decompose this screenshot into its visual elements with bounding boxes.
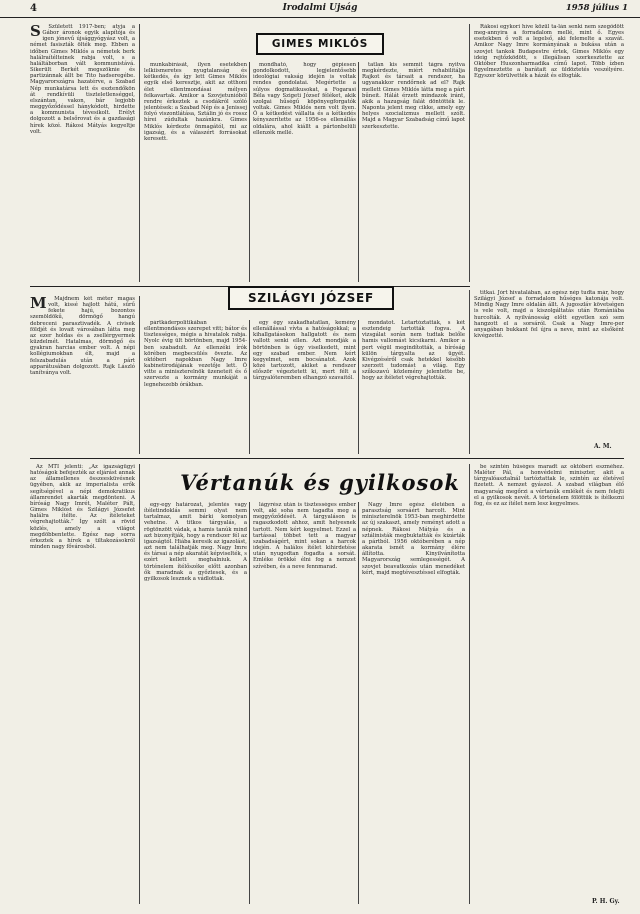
column-rule xyxy=(358,502,359,904)
gimes-text-2: munkabírását, ilyen esetekben lelkiismeretes nyugtalanság és kétkedés, és így lett Gimes Miklós egyik első keresztje, akit az otthoni élet ellentmondásai mélyen felkavartak. Amikor a Szovjetunióból rendre érkeztek a csodákról szóló jelentések: a Szabad Nép és a Jenissej folyó viszontlátása, Sztálin jó és rossz hírei zúdultak hazánkra. Gimes Miklós kérdezte önmagától, mi az igazság, és a válaszért forrásokat keresett. xyxy=(144,62,247,142)
column-rule xyxy=(249,502,250,904)
bottom-signature: P. H. Gy. xyxy=(592,898,620,905)
column-rule xyxy=(358,320,359,454)
szilagyi-text-3: egy égy szakadhatatlan, kemény ellenállással vívta a hatóságokkal; a kihallgatásokon hallgatott és nem vallott senki ellen. Azt mondják a börtönben is úgy viselkedett, mint egy szabad ember. Nem kért kegyelmet, sem bocsánatot. Azok közé tartozott, akiket a rendszer először végeztetett ki, mert félt a tárgyalóteremben elhangzó szavaitól. xyxy=(253,320,356,382)
bottom-text-2: egy-egy határozat, jelentés vagy ítéletindoklás semmi olyat nem tartalmaz, amit bárki komolyan vehetne. A titkos tárgyalás, a rögtönzött vádak, a hamis tanúk mind azt bizonyítják, hogy a rendszer fél az igazságtól. Hiába keresik az igazolást, azt nem találhatják meg. Nagy Imre és társai a nép akaratát képviselték, s ezért kellett meghalniuk. A történelem ítélőszéke előtt azonban ők maradnak a győztesek, és a gyilkosok lesznek a vádlottak. xyxy=(144,502,247,582)
issue-date: 1958 július 1 xyxy=(565,3,628,13)
szilagyi-column-4 xyxy=(362,320,465,454)
gimes-heading-box xyxy=(256,33,384,55)
bottom-column-5 xyxy=(474,464,624,894)
bottom-column-2 xyxy=(144,502,247,904)
gimes-column-4 xyxy=(362,62,465,282)
column-rule xyxy=(358,62,359,282)
column-rule xyxy=(249,320,250,454)
bottom-column-1 xyxy=(30,464,135,904)
column-rule xyxy=(469,290,470,454)
szilagyi-heading: SZILÁGYI JÓZSEF xyxy=(247,291,375,305)
column-rule xyxy=(139,296,140,454)
szilagyi-heading-box xyxy=(228,286,394,310)
gimes-text-1: Született 1917-ben; atyja a Gábor áronok egyik alapítója és igen jónevű újsággyógyász volt, a német fasiszták ölték meg. Ebben a időben Gimes Miklós a németek berk halálraítélteinek rabja volt, s a haláltáborban vált kommunistává. Sikerült Berkét megszöknie és partizánnak állt be Tito hadseregébe. Magyarországra hazatérve, a Szabad Nép munkatársa lett és esztendőkön át rendkívüli tiszteletlenséggel, elszántan, vakon, bár legjobb meggyőződéssel hánykódott, hirdette a kommunista tévesikolt. Erélyt dolgozott a belsőrovat és a gazdasági hírek közé. Rákosi Mátyás kegyeltje volt. xyxy=(30,24,135,135)
szilagyi-text-5: titkai. Jórt hivatalában, az egész nép tudta már, hogy Szilágyi József a forradalom hűséges katonája volt. Mindig Nagy Imre oldalán állt. A jugoszláv követségen is vele volt, majd a kiszolgáltatás után Romániába hurcolták. A nyilvánosság előtt egyetlen szó sem hangzott el a sorsáról. Csak a Nagy Imre-per anyagában bukkant fel újra a neve, mint az elsőként kivégzetté. xyxy=(474,290,624,340)
rakosi-text: Rákosi egykori híve közül ta-lán senki nem szegődött meg-annyira a forradalom mellé, mint ő. Egyes esetekben ő volt a legelső, aki felemelte a szavát. Amikor Nagy Imre kormányának a bukása után a szovjet tankok Budapestre értek, Gimes Miklós egy ideig rejtőzködött, s illegálisan szerkesztette az Október Huszonharmadika című lapot. Több ízben figyelmeztette a barátait az üldöztetés veszélyére. Egyszer körülvették a házát és elfogták. xyxy=(474,24,624,80)
szilagyi-signature: A. M. xyxy=(594,443,612,450)
gimes-text-4: tatlan kis semmit tágra nyitva megkérdezte, miért rehabilitálja Rajkot és társait a rendszer, ha ugyanakkor rendőrnek ad el? Rajk mellett Gimes Miklós látta meg a párt bűneit. Hálát érzett mindazok iránt, akik a hazugság falát döntötték le. Naponta jelent meg cikke, amely egy helyes szocializmus mellett szólt. Majd a Magyar Szabadság című lapot szerkesztette. xyxy=(362,62,465,130)
gimes-column-3 xyxy=(253,62,356,282)
paper-name: Irodalmi Ujság xyxy=(282,3,358,13)
bottom-text-4: Nagy Imre egész életében a parasztság sorsáért harcolt. Mint miniszterelnök 1953-ban meghirdette az új szakaszt, amely reményt adott a népnek. Rákosi Mátyás és a sztálinisták megbuktatták és kizárták a pártból. 1956 októberében a nép akarata ismét a kormány élére állította. Kinyilvánította Magyarország semlegességét. A szovjet beavatkozás után menedéket kért, majd megtévesztéssel elfogták. xyxy=(362,502,465,576)
szilagyi-text-1: Majdnem két méter magas volt, kissé hajlott hátú, sűrű fekete hajú, bozontos szemöldökű, dörmögő hangú debreceni parasztivadék. A civisek földjét és lovait városában látta meg az ezer holdas és a zsellérgyermek küzdelmét. Hatalmas, dörmögő és gyakran harcias ember volt. A népi kollégiumokban élt, majd a felszabadulás után a párt apparátusában dolgozott. Rajk László tanítványa volt. xyxy=(30,296,135,376)
szilagyi-column-1 xyxy=(30,296,135,454)
gimes-heading: GIMES MIKLÓS xyxy=(271,38,369,50)
szilagyi-text-2: pártkáderpolitikában ellentmondásos szerepet vitt; bátor és tisztességes, mégis a hivatalok rabja. Nyolc évig ült börtönben, majd 1954-ben szabadult. Az ellenzéki írók körében megbecsülés övezte. Az októberi napokban Nagy Imre kabinetirodájának vezetője lett. Ő vitte a miniszterelnök üzeneteit és ő szervezte a kormány munkáját a legnehezebb órákban. xyxy=(144,320,247,388)
masthead xyxy=(0,0,640,18)
column-rule xyxy=(469,24,470,282)
column-rule xyxy=(469,464,470,904)
column-rule xyxy=(139,24,140,282)
section-rule xyxy=(30,458,624,459)
dropcap: M xyxy=(30,296,47,312)
gimes-column-2 xyxy=(144,62,247,282)
szilagyi-column-5 xyxy=(474,290,624,440)
bottom-text-3: lágyrész után is tisztességes ember volt, aki soha nem tagadta meg a meggyőződését. A tárgyaláson is ragaszkodott ahhoz, amit helyesnek tartott. Nem kért kegyelmet. Ezzel a tartással többet tett a magyar szabadságért, mint sokan a harcok idején. A halálos ítélet kihirdetése után nyugodtan fogadta a sorsát. Emléke örökké élni fog a nemzet szívében, és a neve fennmarad. xyxy=(253,502,356,570)
column-rule xyxy=(249,62,250,282)
bottom-column-4 xyxy=(362,502,465,904)
page-number: 4 xyxy=(30,3,37,14)
gimes-column-1 xyxy=(30,24,135,282)
szilagyi-column-3 xyxy=(253,320,356,454)
gimes-text-3: mondható, hogy gépiesen gondolkodott, legjelentősebb ideológiai vakság idején is voltak rendes gondolatai. Megértette a súlyos dogmatikusokat, a Fogarasi Béla vagy Szigeti József féléket, akik szolgai hűségű köpönyegforgatók voltak. Gimes Miklós nem volt ilyen. Ő a kétkedést vállalta és a kétkedés kényszerítette az 1956-os ellenállás oldalára, ahol kiállt a pártonbelüli ellenzék mellé. xyxy=(253,62,356,136)
main-article-title: Vértanúk és gyilkosok xyxy=(180,470,460,495)
bottom-column-3 xyxy=(253,502,356,904)
szilagyi-column-2 xyxy=(144,320,247,454)
szilagyi-text-4: mondatot. Letartóztatták, s két esztendeig tartották fogva. A vizsgálat során nem tudtak belőle hamis vallomást kicsikarni. Amikor a pert végül megindították, a bíróság külön tárgyalta az ügyét. Kivégzéséről csak hetekkel később szerzett tudomást a világ. Egy szűkszavú közlemény jelentette be, hogy az ítéletet végrehajtották. xyxy=(362,320,465,382)
dropcap: S xyxy=(30,24,41,40)
bottom-text-5: be szintén hűséges maradt az októberi eszméhez. Maléter Pál, a honvédelmi miniszter, akit a tárgyalóasztalnál tartóztattak le, szintén az életével fizetett. A nemzet gyászol. A szabad világban élő magyarság megőrzi a vértanúk emlékét és nem felejti el a gyilkosok nevét. A történelem fölöttük is ítélkezni fog, és ez az ítélet nem lesz kegyelmes. xyxy=(474,464,624,507)
rakosi-column xyxy=(474,24,624,282)
column-rule xyxy=(139,464,140,904)
bottom-text-1: Az MTI jelenti: „Az igazságügyi hatóságok befejezték az eljárást annak az államellenes összeesküvésnek ügyében, akik az imperialista erők segítségével a népi demokratikus államrendet akarták megdönteni. A bíróság Nagy Imrét, Maléter Pált, Gimes Miklóst és Szilágyi Józsefet halálra ítélte. Az ítéleteket végrehajtották.” Így szólt a rövid közlés, amely a világot megdöbbentette. Egész nap sorra érkeztek a hírek a tiltakozásokról minden nagy fővárosból. xyxy=(30,464,135,551)
